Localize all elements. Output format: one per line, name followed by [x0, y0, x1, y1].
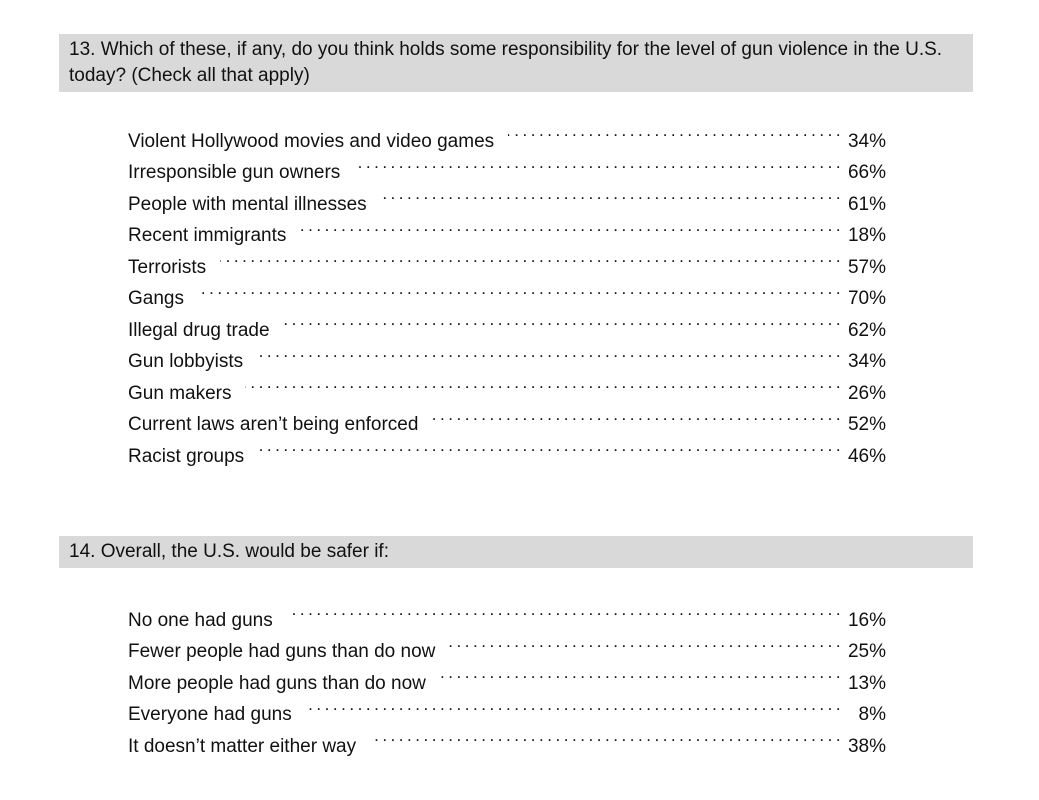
answer-label: People with mental illnesses [128, 193, 367, 215]
answer-value: 57% [847, 256, 886, 278]
answer-row [128, 241, 886, 278]
answer-row [128, 115, 886, 152]
answer-label: Everyone had guns [128, 704, 292, 725]
question-14-header: 14. Overall, the U.S. would be safer if: [59, 536, 973, 568]
answer-label: It doesn’t matter either way [128, 735, 357, 757]
dot-leader [508, 115, 840, 147]
answer-label: Racist groups [128, 445, 245, 467]
answer-value: 61% [847, 193, 886, 215]
answer-value: 8% [858, 704, 886, 725]
answer-value: 13% [847, 672, 886, 694]
answer-value: 34% [847, 130, 886, 152]
answer-label: Terrorists [128, 256, 207, 278]
dot-leader [370, 720, 840, 752]
answer-label: Current laws aren’t being enforced [128, 414, 419, 435]
answer-value: 62% [847, 319, 886, 341]
answer-label: Gangs [128, 288, 184, 309]
answer-label: Recent immigrants [128, 225, 287, 246]
answer-value: 18% [847, 225, 886, 246]
answer-label: No one had guns [128, 609, 273, 631]
question-14-answers [128, 594, 886, 757]
answer-value: 66% [847, 162, 886, 183]
answer-label: Fewer people had guns than do now [128, 641, 436, 662]
answer-row [128, 594, 886, 631]
answer-label: Illegal drug trade [128, 319, 270, 341]
dot-leader [354, 147, 840, 179]
dot-leader [220, 241, 840, 273]
question-13-answers [128, 115, 886, 467]
dot-leader [287, 594, 840, 626]
dot-leader [198, 273, 840, 305]
answer-row [128, 304, 886, 341]
answer-label: Violent Hollywood movies and video games [128, 130, 495, 152]
dot-leader [300, 210, 840, 242]
answer-value: 52% [847, 414, 886, 435]
answer-value: 26% [847, 382, 886, 404]
answer-label: Gun lobbyists [128, 351, 244, 372]
dot-leader [381, 178, 840, 210]
dot-leader [440, 657, 840, 689]
answer-row [128, 273, 886, 309]
answer-value: 38% [847, 735, 886, 757]
question-14 [59, 536, 973, 757]
question-13 [59, 34, 973, 467]
answer-value: 25% [847, 641, 886, 662]
answer-label: Irresponsible gun owners [128, 162, 341, 183]
answer-value: 46% [847, 445, 886, 467]
dot-leader [257, 336, 840, 368]
answer-value: 34% [847, 351, 886, 372]
dot-leader [258, 430, 840, 462]
dot-leader [449, 626, 840, 658]
dot-leader [306, 689, 840, 721]
answer-label: More people had guns than do now [128, 672, 426, 694]
dot-leader [245, 367, 840, 399]
dot-leader [432, 399, 840, 431]
answer-value: 70% [847, 288, 886, 309]
answer-value: 16% [847, 609, 886, 631]
dot-leader [284, 304, 840, 336]
answer-label: Gun makers [128, 382, 232, 404]
question-13-header: 13. Which of these, if any, do you think holds some responsibility for the level of gun violence in the U.S. today? (Check all that apply) [59, 34, 973, 92]
